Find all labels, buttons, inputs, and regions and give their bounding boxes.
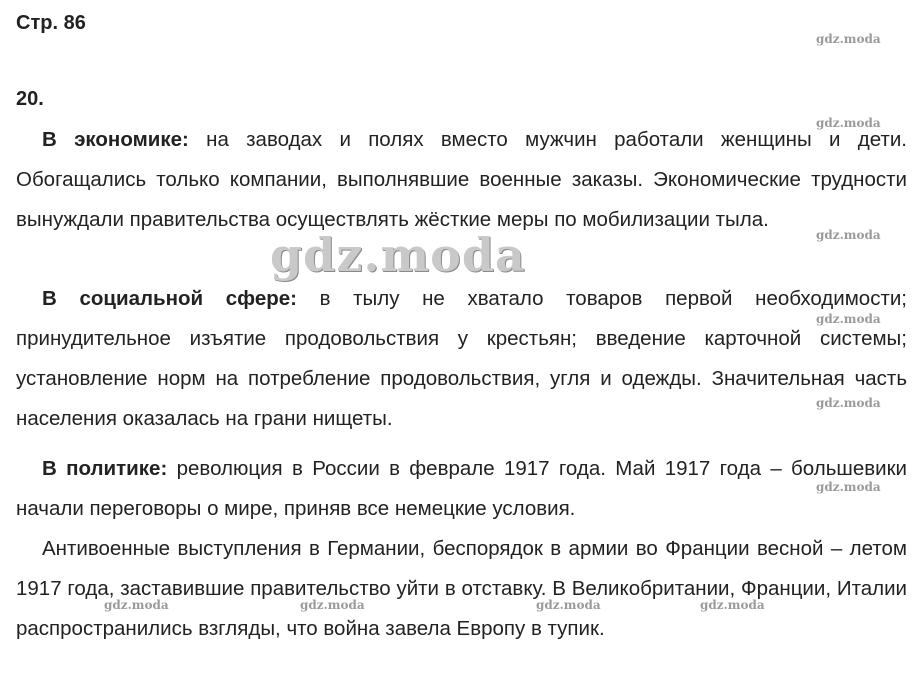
watermark-small: gdz.moda [104, 598, 169, 612]
watermark-small: gdz.moda [816, 116, 881, 130]
paragraph-politics [16, 449, 907, 529]
watermark-small: gdz.moda [536, 598, 601, 612]
paragraph-social [16, 279, 907, 439]
watermark-small: gdz.moda [300, 598, 365, 612]
watermark-small: gdz.moda [816, 312, 881, 326]
paragraph-lead: В социальной сфере: [42, 287, 297, 310]
watermark-small: gdz.moda [816, 32, 881, 46]
watermark-small: gdz.moda [816, 396, 881, 410]
paragraph-text: в тылу не хватало товаров первой необходимости; принудительное изъятие продовольствия у крестьян; введение карточной системы; установление норм на потребление продовольствия, угля и одежды. Значительная часть населения оказалась на грани нищеты. [16, 287, 907, 430]
paragraph-lead: В экономике: [42, 128, 189, 151]
paragraph-lead: В политике: [42, 457, 168, 480]
watermark-small: gdz.moda [816, 228, 881, 242]
watermark-small: gdz.moda [700, 598, 765, 612]
paragraph-text: Антивоенные выступления в Германии, беспорядок в армии во Франции весной – летом 1917 года, заставившие правительство уйти в отставку. В Великобритании, Франции, Италии распространились взгляды, что война завела Европу в тупик. [16, 537, 907, 640]
watermark-small: gdz.moda [816, 480, 881, 494]
paragraph-text: революция в России в феврале 1917 года. Май 1917 года – большевики начали переговоры о мире, приняв все немецкие условия. [16, 457, 907, 520]
task-number: 20. [16, 88, 44, 110]
watermark-large: gdz.moda [270, 228, 526, 282]
page-number: Стр. 86 [16, 12, 86, 34]
paragraph-economy [16, 120, 907, 240]
paragraph-text: на заводах и полях вместо мужчин работали женщины и дети. Обогащались только компании, выполнявшие военные заказы. Экономические трудности вынуждали правительства осуществлять жёсткие меры по мобилизации тыла. [16, 128, 907, 231]
paragraph-antiwar [16, 529, 907, 649]
